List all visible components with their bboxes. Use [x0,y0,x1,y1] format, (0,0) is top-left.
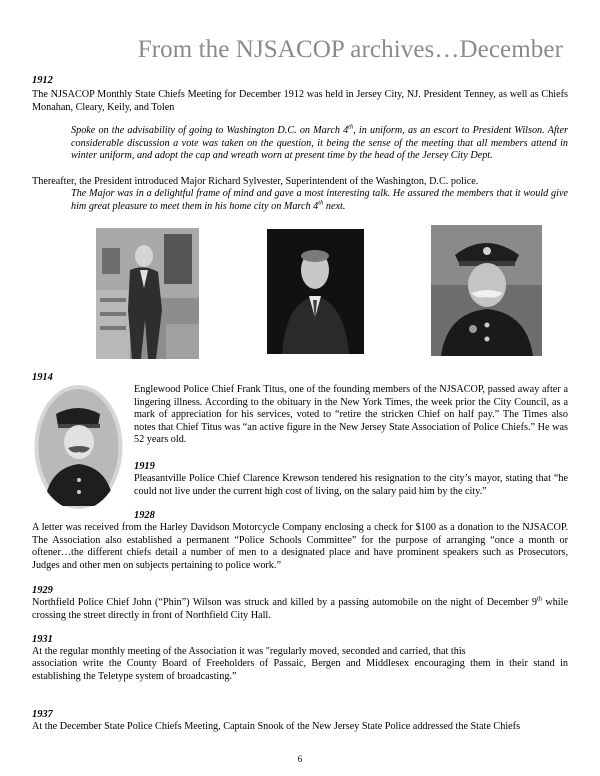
paragraph-1931-teletype: association write the County Board of Freeholders of Passaic, Bergen and Middlesex encouraging them in their stand in establishing the Teletype system of broadcasting.” [32,658,568,682]
oval-portrait-image [34,384,123,510]
photo-man-portrait-suit [264,226,367,357]
quote-1912-washington [71,125,568,163]
paragraph-1912-intro: The NJSACOP Monthly State Chiefs Meeting for December 1912 was held in Jersey City, NJ. President Tenney, as well as Chiefs Monahan, Cleary, Keily, and Tolen [32,89,568,113]
year-heading-1931: 1931 [32,634,53,645]
paragraph-text: while crossing the street directly in front of Northfield City Hall. [32,597,568,621]
standing-man-image [96,228,199,359]
quote-text: The Major was in a delightful frame of mind and gave a most interesting talk. He assured the members that it would give him great pleasure to meet them in his home city on March 4 [71,188,568,212]
page-title: From the NJSACOP archives…December [137,36,563,63]
year-heading-1928: 1928 [134,510,155,521]
quote-text: , in uniform, as an escort to President Wilson. After considerable discussion a vote was taken on the question, it being the sense of the meeting that all members attend in winter uniform, and adopt the cap and wreath worn at present time by the head of the Jersey City Dept. [71,125,569,162]
paragraph-1931-line1: At the regular monthly meeting of the Association it was "regularly moved, seconded and carried, that this [32,646,466,657]
quote-text: next. [323,200,346,212]
paragraph-1914-titus: Englewood Police Chief Frank Titus, one of the founding members of the NJSACOP, passed away after a lingering illness. According to the obituary in the New York Times, the week prior the City Council, as a mark of appreciation for his services, voted to “retire the stricken Chief on half pay.” The Times also notes that Chief Titus was “an active figure in the New Jersey State Association of Police Chiefs.” He was 52 years old. [134,384,568,446]
year-heading-1929: 1929 [32,585,53,596]
ordinal-suffix: th [536,595,543,603]
photo-chief-in-uniform [431,225,542,356]
paragraph-1919-krewson: Pleasantville Police Chief Clarence Krewson tendered his resignation to the city’s mayor, stating that “he could not live under the current high cost of living, on the salary paid him by the city.” [134,473,568,497]
year-heading-1919: 1919 [134,461,155,472]
paragraph-1928-harley-davidson: A letter was received from the Harley Davidson Motorcycle Company enclosing a check for $100 as a donation to the NJSACOP. The Association also established a permanent “Police Schools Committee” for the purpose of arranging “once a month or oftener…the different chiefs detail a number of men to a designated place and have prominent speakers such as Prosecutors, Judges and other men on subjects pertaining to police work.” [32,522,568,571]
ordinal-suffix: th [318,199,324,207]
paragraph-1929-wilson [32,597,568,622]
photo-chief-frank-titus-oval [34,384,123,510]
photo-man-standing-office [96,228,199,359]
year-heading-1914: 1914 [32,372,53,383]
quote-text: Spoke on the advisability of going to Washington D.C. on March 4 [71,125,349,136]
paragraph-1937-snook: At the December State Police Chiefs Meeting, Captain Snook of the New Jersey State Police addressed the State Chiefs [32,721,521,732]
ordinal-suffix: th [348,123,354,131]
year-heading-1912: 1912 [32,75,53,86]
year-heading-1937: 1937 [32,709,53,720]
suit-portrait-image [264,226,367,357]
paragraph-text: Northfield Police Chief John (“Phin”) Wilson was struck and killed by a passing automobile on the night of December 9 [32,597,537,608]
quote-1912-major [71,188,568,213]
page-number: 6 [297,754,303,764]
uniform-portrait-image [431,225,542,356]
paragraph-1912-thereafter: Thereafter, the President introduced Major Richard Sylvester, Superintendent of the Washington, D.C. police. [32,176,479,187]
